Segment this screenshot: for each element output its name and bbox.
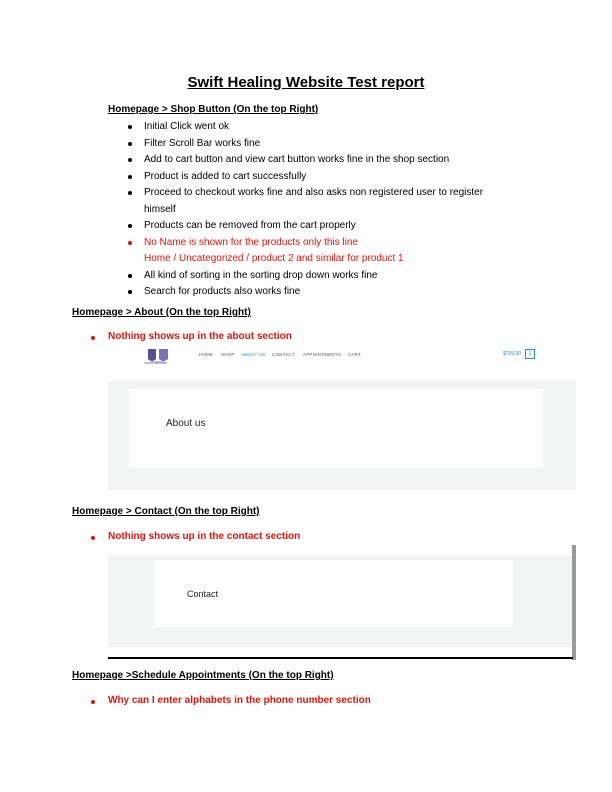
nav-cart[interactable]: CART [348, 352, 361, 357]
list-item: Search for products also works fine [125, 284, 535, 301]
cart-total[interactable]: $799.00 [503, 351, 522, 357]
about-heading: Homepage > About (On the top Right) [72, 307, 251, 318]
screenshot-scrollbar [572, 545, 576, 660]
issue-text: No Name is shown for the products only this line [144, 236, 358, 248]
list-item: Products can be removed from the cart properly [125, 218, 535, 235]
about-issue: Nothing shows up in the about section [108, 331, 292, 342]
cart-count[interactable]: 1 [525, 349, 535, 359]
about-us-label: About us [166, 418, 206, 429]
list-item [125, 185, 535, 218]
nav-appointments[interactable]: APPOINTMENTS [303, 352, 341, 357]
list-item: All kind of sorting in the sorting drop down works fine [125, 268, 535, 285]
contact-heading: Homepage > Contact (On the top Right) [72, 506, 260, 517]
logo-text: SWIFT HEALING [144, 361, 168, 365]
list-item: Initial Click went ok [125, 119, 535, 136]
about-screenshot [108, 343, 576, 490]
nav-about-us[interactable]: ABOUT US [241, 352, 266, 357]
contact-issue: Nothing shows up in the contact section [108, 531, 301, 542]
shop-results-list [125, 119, 535, 301]
contact-content-card [155, 560, 513, 627]
screenshot-divider [108, 657, 573, 659]
nav-shop[interactable]: SHOP [221, 352, 235, 357]
list-item: Add to cart button and view cart button works fine in the shop section [125, 152, 535, 169]
site-header [108, 343, 576, 381]
swift-healing-logo-icon [146, 347, 170, 369]
list-item-text: Proceed to checkout works fine and also asks non registered user to register [144, 187, 484, 198]
contact-label: Contact [187, 589, 219, 599]
report-title: Swift Healing Website Test report [187, 74, 425, 91]
breadcrumb-example: Home / Uncategorized / product 2 and similar for product 1 [144, 253, 404, 264]
appointments-heading: Homepage >Schedule Appointments (On the top Right) [72, 670, 334, 681]
about-content-card [129, 389, 543, 468]
list-item-continuation: himself [144, 203, 176, 215]
list-item: Filter Scroll Bar works fine [125, 136, 535, 153]
shop-heading: Homepage > Shop Button (On the top Right) [108, 104, 319, 115]
appointments-issue: Why can I enter alphabets in the phone number section [108, 695, 371, 706]
nav-contact[interactable]: CONTACT [272, 352, 295, 357]
contact-screenshot [108, 555, 574, 647]
list-item: Product is added to cart successfully [125, 169, 535, 186]
nav-home[interactable]: HOME [199, 352, 214, 357]
list-item-issue [125, 235, 535, 268]
